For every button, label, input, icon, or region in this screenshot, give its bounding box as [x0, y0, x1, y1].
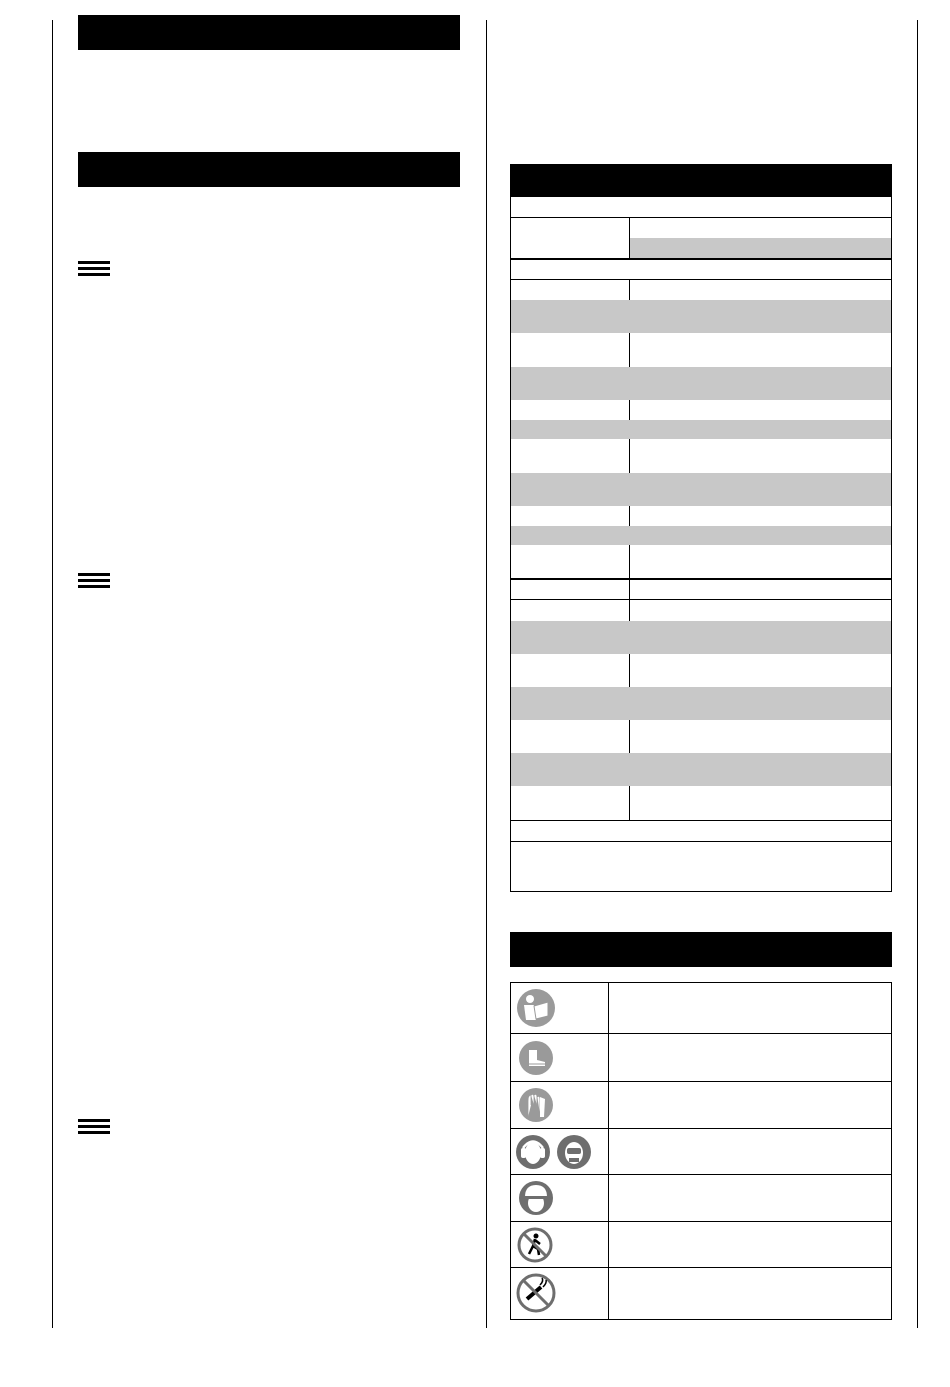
symbols-heading-bar [510, 932, 892, 967]
symbol-row [511, 1129, 891, 1175]
table-row [511, 526, 891, 545]
table-row [511, 367, 891, 400]
face-shield-icon [556, 1134, 592, 1170]
symbol-description [610, 983, 891, 1033]
safety-boots-icon [518, 1040, 554, 1076]
symbol-description [610, 1268, 891, 1319]
symbol-description [610, 1175, 891, 1221]
table-row [511, 687, 891, 720]
technical-data-table [510, 164, 892, 892]
right-margin-rule [917, 20, 918, 1328]
ear-protection-icon [515, 1134, 551, 1170]
safety-symbols-table [510, 982, 892, 1320]
table-row [511, 473, 891, 506]
hard-hat-icon [518, 1180, 554, 1216]
symbol-row [511, 1175, 891, 1222]
symbol-row [511, 1268, 891, 1319]
left-margin-rule [52, 20, 53, 1328]
symbol-description [610, 1034, 891, 1081]
section1-heading-bar [78, 15, 460, 50]
table-row [630, 238, 891, 259]
table-row [511, 420, 891, 439]
table-header [511, 165, 891, 197]
protective-gloves-icon [518, 1087, 554, 1123]
center-rule [486, 20, 487, 1328]
table-row [511, 300, 891, 333]
symbol-row [511, 1222, 891, 1268]
note-icon [78, 573, 110, 593]
symbol-description [610, 1082, 891, 1128]
no-smoking-icon [516, 1273, 556, 1313]
symbol-description [610, 1129, 891, 1174]
table-row [511, 621, 891, 654]
symbol-row [511, 1034, 891, 1082]
note-icon [78, 261, 110, 281]
symbol-description [610, 1222, 891, 1267]
symbol-row [511, 983, 891, 1034]
symbol-row [511, 1082, 891, 1129]
no-pedestrians-icon [517, 1227, 553, 1263]
read-manual-icon [516, 988, 556, 1028]
table-row [511, 753, 891, 786]
note-icon [78, 1119, 110, 1139]
section2-heading-bar [78, 152, 460, 187]
